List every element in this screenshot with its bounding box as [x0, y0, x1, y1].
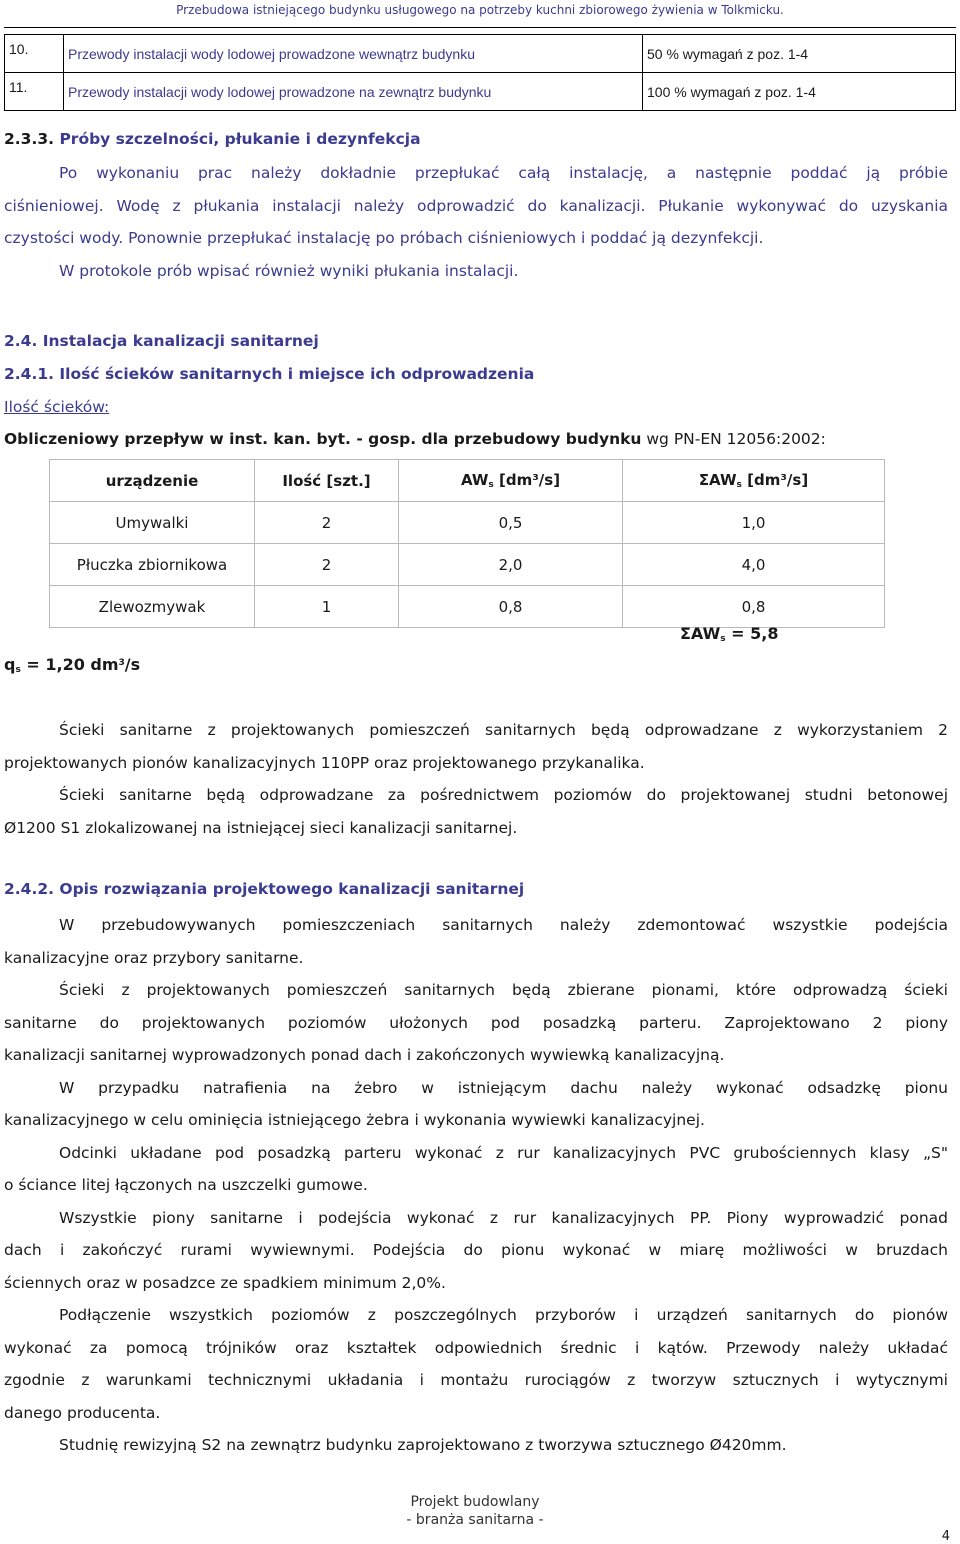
pressure-test-table: [4, 34, 956, 111]
header-divider: [4, 27, 956, 28]
section-title: Próby szczelności, płukanie i dezynfekcja: [59, 130, 421, 148]
table-row: [5, 73, 956, 111]
paragraph-line: danego producenta.: [4, 1403, 161, 1422]
row-description: Przewody instalacji wody lodowej prowadzone na zewnątrz budynku: [64, 73, 643, 111]
paragraph-line: Ścieki sanitarne będą odprowadzane za pośrednictwem poziomów do projektowanej studni betonowej: [59, 786, 948, 804]
footer-discipline: - branża sanitarna -: [406, 1512, 544, 1528]
document-header-title: Przebudowa istniejącego budynku usługowego na potrzeby kuchni zbiorowego żywienia w Tolkmicku.: [176, 3, 784, 17]
table-row: [50, 544, 885, 586]
paragraph-line: czystości wody. Ponownie przepłukać instalację po próbach ciśnieniowych i poddać ją dezynfekcji.: [4, 229, 764, 247]
paragraph-flushing: [4, 157, 948, 287]
cell-fixture: Umywalki: [50, 502, 255, 544]
paragraph-line: Ø1200 S1 zlokalizowanej na istniejącej sieci kanalizacji sanitarnej.: [4, 818, 518, 837]
paragraph-line: zgodnie z warunkami technicznymi układania i montażu rurociągów z tworzyw sztucznych i wytycznymi: [4, 1371, 948, 1389]
paragraph-line: kanalizacji sanitarnej wyprowadzonych ponad dach i zakończonych wywiewką kanalizacyjną.: [4, 1046, 725, 1064]
design-flow-qs: $q_s = 1,20$ $dm^3/s$: [4, 655, 141, 675]
paragraph-design-description: [4, 909, 948, 1462]
section-heading-2-4-2: 2.4.2. Opis rozwiązania projektowego kanalizacji sanitarnej: [4, 880, 525, 898]
paragraph-line: W przebudowywanych pomieszczeniach sanitarnych należy zdemontować wszystkie podejścia: [59, 916, 948, 934]
section-heading-2-4-1: 2.4.1. Ilość ścieków sanitarnych i miejsce ich odprowadzenia: [4, 365, 535, 383]
section-number: 2.3.3.: [4, 130, 55, 148]
table-row: [50, 586, 885, 628]
paragraph-line: W protokole prób wpisać również wyniki płukania instalacji.: [59, 261, 519, 280]
table-row: [5, 35, 956, 73]
column-header-sum-aws: $\Sigma AW_s$ [dm³/s]: [623, 460, 885, 502]
paragraph-line: projektowanych pionów kanalizacyjnych 110PP oraz projektowanego przykanalika.: [4, 753, 645, 772]
table-header-row: [50, 460, 885, 502]
subheading-wastewater-amount: Ilość ścieków:: [4, 398, 110, 416]
section-heading-2-4: 2.4. Instalacja kanalizacji sanitarnej: [4, 332, 319, 350]
design-flow-statement: [4, 430, 826, 448]
cell-fixture: Zlewozmywak: [50, 586, 255, 628]
cell-sum-aws: 4,0: [623, 544, 885, 586]
cell-sum-aws: 1,0: [623, 502, 885, 544]
paragraph-line: Podłączenie wszystkich poziomów z poszczególnych przyborów i urządzeń sanitarnych do pionów: [59, 1306, 948, 1324]
section-heading-2-3-3: [4, 130, 421, 148]
paragraph-line: kanalizacyjnego w celu ominięcia istniejącego żebra i wykonania wywiewki kanalizacyjnej.: [4, 1111, 705, 1129]
table-row: [50, 502, 885, 544]
row-requirement: 50 % wymagań z poz. 1-4: [643, 35, 956, 73]
paragraph-line: dach i zakończyć rurami wywiewnymi. Podejścia do pionu wykonać w miarę możliwości w bruzdach: [4, 1241, 948, 1259]
row-requirement: 100 % wymagań z poz. 1-4: [643, 73, 956, 111]
paragraph-discharge: [4, 714, 948, 844]
cell-quantity: 1: [255, 586, 399, 628]
paragraph-line: Ścieki sanitarne z projektowanych pomieszczeń sanitarnych będą odprowadzane z wykorzystaniem 2: [59, 721, 948, 739]
paragraph-line: W przypadku natrafienia na żebro w istniejącym dachu należy wykonać odsadzkę pionu: [59, 1078, 948, 1097]
cell-quantity: 2: [255, 502, 399, 544]
cell-aws: 0,8: [399, 586, 623, 628]
paragraph-line: Odcinki układane pod posadzką parteru wykonać z rur kanalizacyjnych PVC grubościennych klasy „S": [59, 1143, 948, 1162]
row-description: Przewody instalacji wody lodowej prowadzone wewnątrz budynku: [64, 35, 643, 73]
cell-fixture: Płuczka zbiornikowa: [50, 544, 255, 586]
sum-aws-total: $\Sigma AW_s = 5,8$: [680, 624, 779, 644]
column-header-fixture: urządzenie: [50, 460, 255, 502]
paragraph-line: ciśnieniowej. Wodę z płukania instalacji należy odprowadzić do kanalizacji. Płukanie wykonywać do uzyskania: [4, 196, 948, 215]
column-header-quantity: Ilość [szt.]: [255, 460, 399, 502]
paragraph-line: Studnię rewizyjną S2 na zewnątrz budynku zaprojektowano z tworzywa sztucznego Ø420mm.: [59, 1436, 787, 1454]
cell-quantity: 2: [255, 544, 399, 586]
paragraph-line: kanalizacyjne oraz przybory sanitarne.: [4, 948, 304, 967]
row-number: 11.: [5, 73, 64, 111]
paragraph-line: Po wykonaniu prac należy dokładnie przepłukać całą instalację, a następnie poddać ją próbie: [59, 164, 948, 182]
design-flow-bold: Obliczeniowy przepływ w inst. kan. byt. - gosp. dla przebudowy budynku: [4, 430, 642, 448]
cell-sum-aws: 0,8: [623, 586, 885, 628]
page-number: 4: [941, 1529, 950, 1544]
paragraph-line: ściennych oraz w posadzce ze spadkiem minimum 2,0%.: [4, 1273, 446, 1292]
design-flow-normal: wg PN-EN 12056:2002:: [641, 430, 826, 448]
fixture-units-table: [49, 459, 885, 628]
row-number: 10.: [5, 35, 64, 73]
cell-aws: 2,0: [399, 544, 623, 586]
paragraph-line: sanitarne do projektowanych poziomów ułożonych pod posadzką parteru. Zaprojektowano 2 piony: [4, 1013, 948, 1032]
footer-project-type: Projekt budowlany: [410, 1494, 540, 1510]
paragraph-line: Wszystkie piony sanitarne i podejścia wykonać z rur kanalizacyjnych PP. Piony wyprowadzić ponad: [59, 1208, 948, 1227]
cell-aws: 0,5: [399, 502, 623, 544]
paragraph-line: wykonać za pomocą trójników oraz kształtek odpowiednich średnic i kątów. Przewody należy układać: [4, 1338, 948, 1357]
paragraph-line: o ściance litej łączonych na uszczelki gumowe.: [4, 1176, 368, 1194]
column-header-aws: $AW_s$ [dm³/s]: [399, 460, 623, 502]
paragraph-line: Ścieki z projektowanych pomieszczeń sanitarnych będą zbierane pionami, które odprowadzą ścieki: [59, 981, 948, 999]
